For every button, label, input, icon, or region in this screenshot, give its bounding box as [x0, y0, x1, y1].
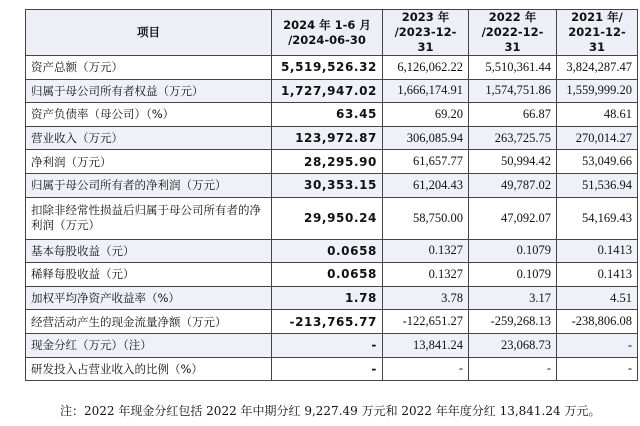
footnote: 注：2022 年现金分红包括 2022 年中期分红 9,227.49 万元和 2022 年年度分红 13,841.24 万元。	[60, 404, 601, 418]
cell-2023: 0.1327	[383, 263, 469, 287]
cell-2022: 0.1079	[469, 239, 557, 263]
table-row	[26, 173, 638, 197]
table-row	[26, 197, 638, 239]
cell-2023: 61,657.77	[383, 150, 469, 174]
cell-2023: 306,085.94	[383, 126, 469, 150]
table-row	[26, 126, 638, 150]
cell-2024h1: 1,727,947.02	[272, 79, 383, 103]
cell-2024h1: 5,519,526.32	[272, 56, 383, 80]
cell-2024h1: -	[272, 357, 383, 381]
table-row	[26, 103, 638, 127]
header-item: 项目	[26, 10, 272, 56]
table-row	[26, 263, 638, 287]
cell-2022: 5,510,361.44	[469, 56, 557, 80]
row-label: 研发投入占营业收入的比例（%）	[26, 357, 272, 381]
cell-2022: 263,725.75	[469, 126, 557, 150]
cell-2021: 4.51	[557, 286, 638, 310]
table-row	[26, 150, 638, 174]
row-label: 扣除非经常性损益后归属于母公司所有者的净利润（万元）	[26, 197, 272, 239]
row-label: 归属于母公司所有者的净利润（万元）	[26, 173, 272, 197]
cell-2023: 6,126,062.22	[383, 56, 469, 80]
cell-2021: 1,559,999.20	[557, 79, 638, 103]
cell-2022: 47,092.07	[469, 197, 557, 239]
cell-2021: 0.1413	[557, 263, 638, 287]
cell-2021: 0.1413	[557, 239, 638, 263]
cell-2023: 13,841.24	[383, 333, 469, 357]
row-label: 资产负债率（母公司）（%）	[26, 103, 272, 127]
cell-2024h1: 1.78	[272, 286, 383, 310]
row-label: 经营活动产生的现金流量净额（万元）	[26, 310, 272, 334]
cell-2023: 1,666,174.91	[383, 79, 469, 103]
row-label: 净利润（万元）	[26, 150, 272, 174]
header-row	[26, 10, 638, 56]
row-label: 现金分红（万元）（注）	[26, 333, 272, 357]
table-row	[26, 357, 638, 381]
cell-2024h1: 63.45	[272, 103, 383, 127]
cell-2022: 49,787.02	[469, 173, 557, 197]
cell-2024h1: 28,295.90	[272, 150, 383, 174]
cell-2023: 0.1327	[383, 239, 469, 263]
table-row	[26, 79, 638, 103]
row-label: 资产总额（万元）	[26, 56, 272, 80]
cell-2023: -122,651.27	[383, 310, 469, 334]
cell-2023: -	[383, 357, 469, 381]
table-row	[26, 239, 638, 263]
table-row	[26, 56, 638, 80]
cell-2022: -	[469, 357, 557, 381]
cell-2024h1: -213,765.77	[272, 310, 383, 334]
cell-2023: 58,750.00	[383, 197, 469, 239]
row-label: 归属于母公司所有者权益（万元）	[26, 79, 272, 103]
row-label: 基本每股收益（元）	[26, 239, 272, 263]
cell-2022: 1,574,751.86	[469, 79, 557, 103]
cell-2023: 69.20	[383, 103, 469, 127]
table-row	[26, 286, 638, 310]
row-label: 加权平均净资产收益率（%）	[26, 286, 272, 310]
cell-2021: 51,536.94	[557, 173, 638, 197]
cell-2023: 3.78	[383, 286, 469, 310]
cell-2024h1: 0.0658	[272, 239, 383, 263]
row-label: 稀释每股收益（元）	[26, 263, 272, 287]
table-row	[26, 310, 638, 334]
cell-2021: -	[557, 333, 638, 357]
cell-2022: 3.17	[469, 286, 557, 310]
cell-2021: 48.61	[557, 103, 638, 127]
cell-2022: -259,268.13	[469, 310, 557, 334]
cell-2024h1: 0.0658	[272, 263, 383, 287]
table-row	[26, 333, 638, 357]
header-2021: 2021 年/ 2021-12-31	[557, 10, 638, 56]
cell-2022: 23,068.73	[469, 333, 557, 357]
financial-summary-table	[25, 9, 638, 381]
cell-2021: 270,014.27	[557, 126, 638, 150]
cell-2021: 53,049.66	[557, 150, 638, 174]
cell-2021: -238,806.08	[557, 310, 638, 334]
row-label: 营业收入（万元）	[26, 126, 272, 150]
cell-2024h1: -	[272, 333, 383, 357]
cell-2022: 0.1079	[469, 263, 557, 287]
cell-2022: 50,994.42	[469, 150, 557, 174]
cell-2023: 61,204.43	[383, 173, 469, 197]
cell-2024h1: 29,950.24	[272, 197, 383, 239]
header-2024h1: 2024 年 1-6 月 /2024-06-30	[272, 10, 383, 56]
cell-2021: -	[557, 357, 638, 381]
header-2022: 2022 年 /2022-12-31	[469, 10, 557, 56]
cell-2021: 54,169.43	[557, 197, 638, 239]
cell-2022: 66.87	[469, 103, 557, 127]
header-2023: 2023 年 /2023-12-31	[383, 10, 469, 56]
cell-2024h1: 30,353.15	[272, 173, 383, 197]
cell-2021: 3,824,287.47	[557, 56, 638, 80]
cell-2024h1: 123,972.87	[272, 126, 383, 150]
